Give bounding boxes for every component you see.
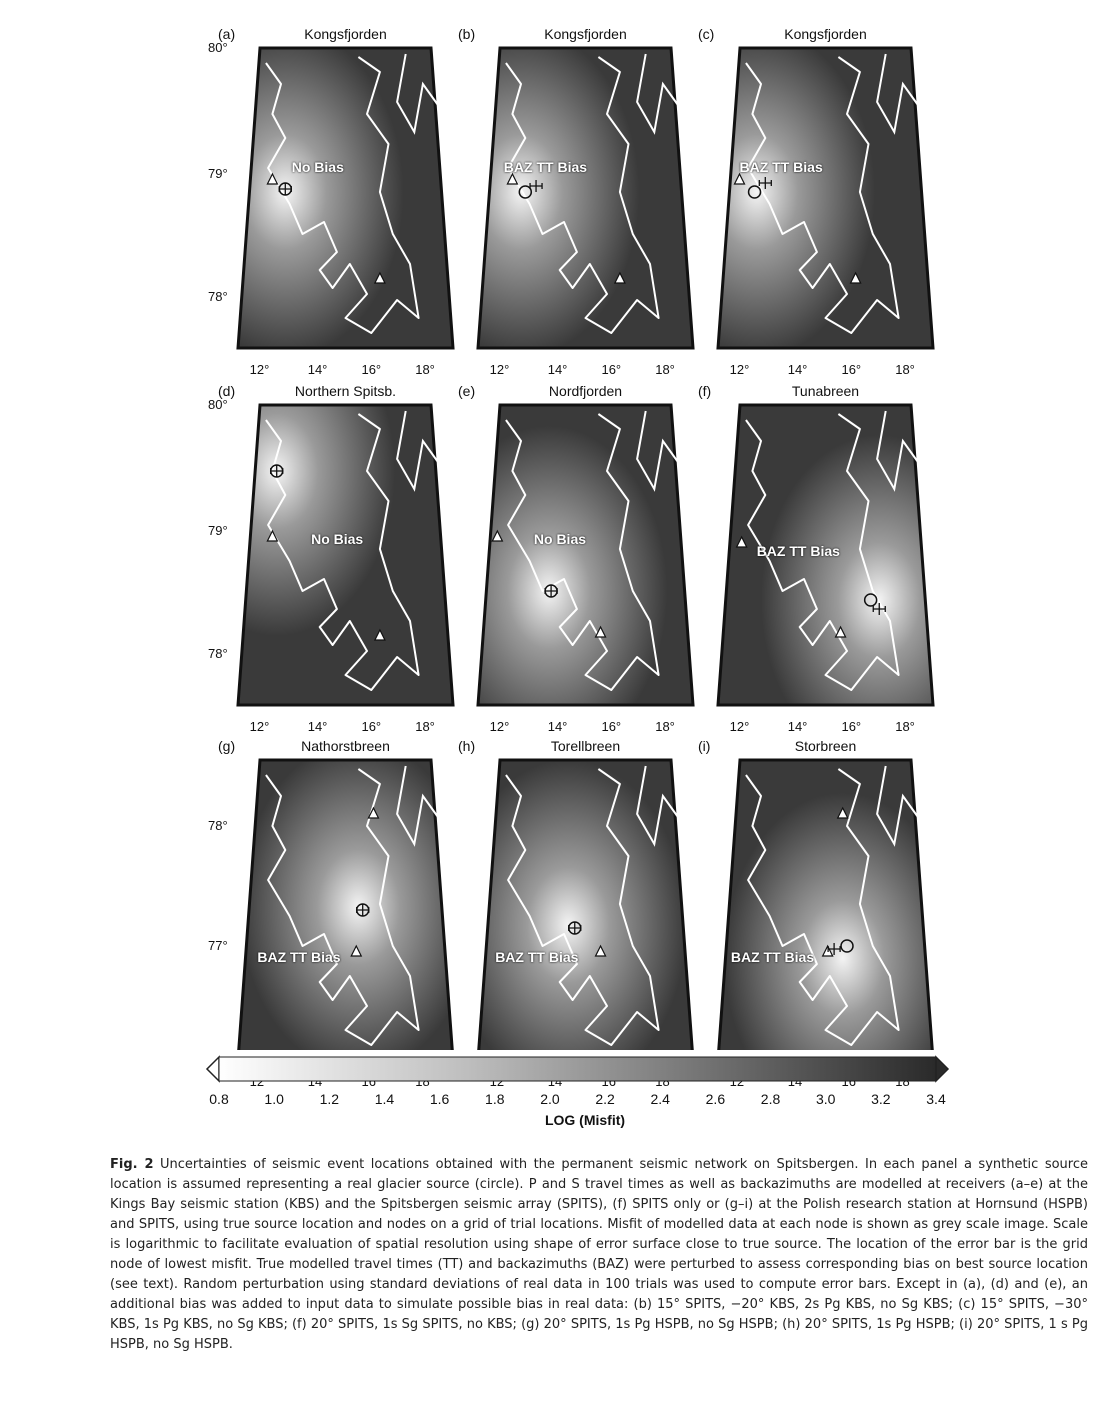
colorbar-tick-label: 2.2 [595, 1091, 615, 1107]
map-panel-4 [238, 405, 453, 705]
panel-letter: (e) [458, 383, 476, 399]
map-panel-2 [478, 48, 693, 348]
longitude-tick: 18° [655, 362, 675, 377]
bias-label: BAZ TT Bias [730, 949, 815, 965]
colorbar-tick-label: 2.0 [540, 1091, 560, 1107]
panel-letter: (f) [698, 383, 712, 399]
bias-label: BAZ TT Bias [503, 159, 588, 175]
longitude-tick: 16° [841, 719, 862, 734]
colorbar-tick-label: 2.8 [760, 1091, 781, 1107]
map-panel-1 [238, 48, 453, 348]
panel-title: Kongsfjorden [784, 26, 867, 42]
longitude-tick: 18° [415, 719, 435, 734]
panel-letter: (h) [458, 738, 476, 754]
longitude-tick: 14° [787, 719, 808, 734]
map-panel-3 [718, 48, 933, 348]
latitude-tick: 79° [208, 166, 228, 181]
panel-title: Storbreen [794, 738, 857, 754]
panel-title: Kongsfjorden [304, 26, 387, 42]
longitude-tick: 16° [841, 362, 862, 377]
longitude-tick: 16° [601, 362, 622, 377]
longitude-tick: 14° [547, 362, 568, 377]
panel-title: Northern Spitsb. [294, 383, 397, 399]
colorbar-tick-label: 2.4 [650, 1091, 670, 1107]
colorbar-label: LOG (Misfit) [544, 1112, 626, 1128]
latitude-tick: 78° [208, 818, 228, 833]
panel-letter: (i) [698, 738, 711, 754]
colorbar-tick-label: 1.0 [264, 1091, 284, 1107]
bias-label: BAZ TT Bias [756, 543, 840, 559]
colorbar-tick-label: 3.4 [926, 1091, 946, 1107]
longitude-tick: 12° [249, 362, 270, 377]
colorbar-tick-label: 1.8 [485, 1091, 505, 1107]
bias-label: No Bias [533, 531, 587, 547]
longitude-tick: 18° [415, 362, 435, 377]
panel-letter: (b) [458, 26, 476, 42]
map-panel-5 [478, 405, 693, 705]
colorbar-tick-label: 3.0 [815, 1091, 836, 1107]
panel-title: Kongsfjorden [544, 26, 627, 42]
latitude-tick: 80° [208, 397, 228, 412]
bias-label: BAZ TT Bias [257, 949, 341, 965]
latitude-tick: 79° [208, 523, 228, 538]
longitude-tick: 12° [489, 719, 510, 734]
panel-title: Torellbreen [550, 738, 621, 754]
colorbar-tick-label: 2.6 [705, 1091, 726, 1107]
colorbar-tick-label: 1.4 [374, 1091, 395, 1107]
latitude-tick: 77° [208, 938, 228, 953]
latitude-tick: 78° [208, 646, 228, 661]
bias-label: No Bias [291, 159, 344, 175]
panel-letter: (g) [218, 738, 236, 754]
colorbar-max-arrow [936, 1057, 948, 1081]
longitude-tick: 16° [361, 719, 382, 734]
longitude-tick: 12° [489, 362, 510, 377]
colorbar-tick-label: 3.2 [871, 1091, 891, 1107]
longitude-tick: 18° [655, 719, 675, 734]
panel-letter: (a) [218, 26, 236, 42]
latitude-tick: 80° [208, 40, 228, 55]
map-panel-8 [478, 760, 693, 1050]
longitude-tick: 14° [307, 362, 328, 377]
panel-letter: (c) [698, 26, 715, 42]
longitude-tick: 18° [895, 362, 915, 377]
panel-title: Nordfjorden [548, 383, 623, 399]
map-panel-9 [718, 760, 933, 1050]
colorbar-min-arrow [207, 1057, 219, 1081]
bias-label: No Bias [311, 531, 364, 547]
longitude-tick: 12° [729, 362, 750, 377]
panel-title: Tunabreen [791, 383, 860, 399]
colorbar-gradient [219, 1057, 936, 1081]
colorbar-tick-label: 1.6 [429, 1091, 450, 1107]
longitude-tick: 18° [895, 719, 915, 734]
longitude-tick: 16° [361, 362, 382, 377]
caption-label: Fig. 2 [110, 1157, 154, 1172]
bias-label: BAZ TT Bias [739, 159, 823, 175]
longitude-tick: 14° [307, 719, 328, 734]
panel-letter: (d) [218, 383, 236, 399]
colorbar-tick-label: 0.8 [209, 1091, 229, 1107]
figure-caption [110, 1155, 1088, 1355]
latitude-tick: 78° [208, 289, 228, 304]
longitude-tick: 14° [547, 719, 568, 734]
panel-title: Nathorstbreen [301, 738, 390, 754]
longitude-tick: 12° [729, 719, 750, 734]
map-panel-7 [238, 760, 453, 1050]
longitude-tick: 14° [787, 362, 808, 377]
caption-text: Uncertainties of seismic event locations obtained with the permanent seismic network on Spitsbergen. In each panel a synthetic source location is assumed representing a real glacier source (circle). P and S travel times as well as backazimuths are modelled at receivers (a–e) at the Kings Bay seismic station (KBS) and the Spitsbergen seismic array (SPITS), (f) SPITS only or (g–i) at the Polish research station at Hornsund (HSPB) and SPITS, using true source location and nodes on a grid of trial locations. Misfit of modelled data at each node is shown as grey scale image. Scale is logarithmic to facilitate evaluation of spatial resolution using shape of error surface close to true source. The location of the error bar is the grid node of lowest misfit. True modelled travel times (TT) and backazimuths (BAZ) were perturbed to assess corresponding bias on best source location (see text). Random perturbation using standard deviations of real data in 100 trials was used to compute error bars. Except in (a), (d) and (e), an additional bias was added to input data to simulate possible bias in real data: (b) 15° SPITS, −20° KBS, 2s Pg KBS, no Sg KBS; (c) 15° SPITS, −30° KBS, 1s Pg KBS, no Sg KBS; (f) 20° SPITS, 1s Sg SPITS, no KBS; (g) 20° SPITS, 1s Pg HSPB, no Sg HSPB; (h) 20° SPITS, 1s Pg HSPB; (i) 20° SPITS, 1 s Pg HSPB, no Sg HSPB. [110, 1157, 1088, 1352]
bias-label: BAZ TT Bias [495, 949, 579, 965]
longitude-tick: 12° [249, 719, 270, 734]
colorbar-tick-label: 1.2 [319, 1091, 340, 1107]
longitude-tick: 16° [601, 719, 622, 734]
